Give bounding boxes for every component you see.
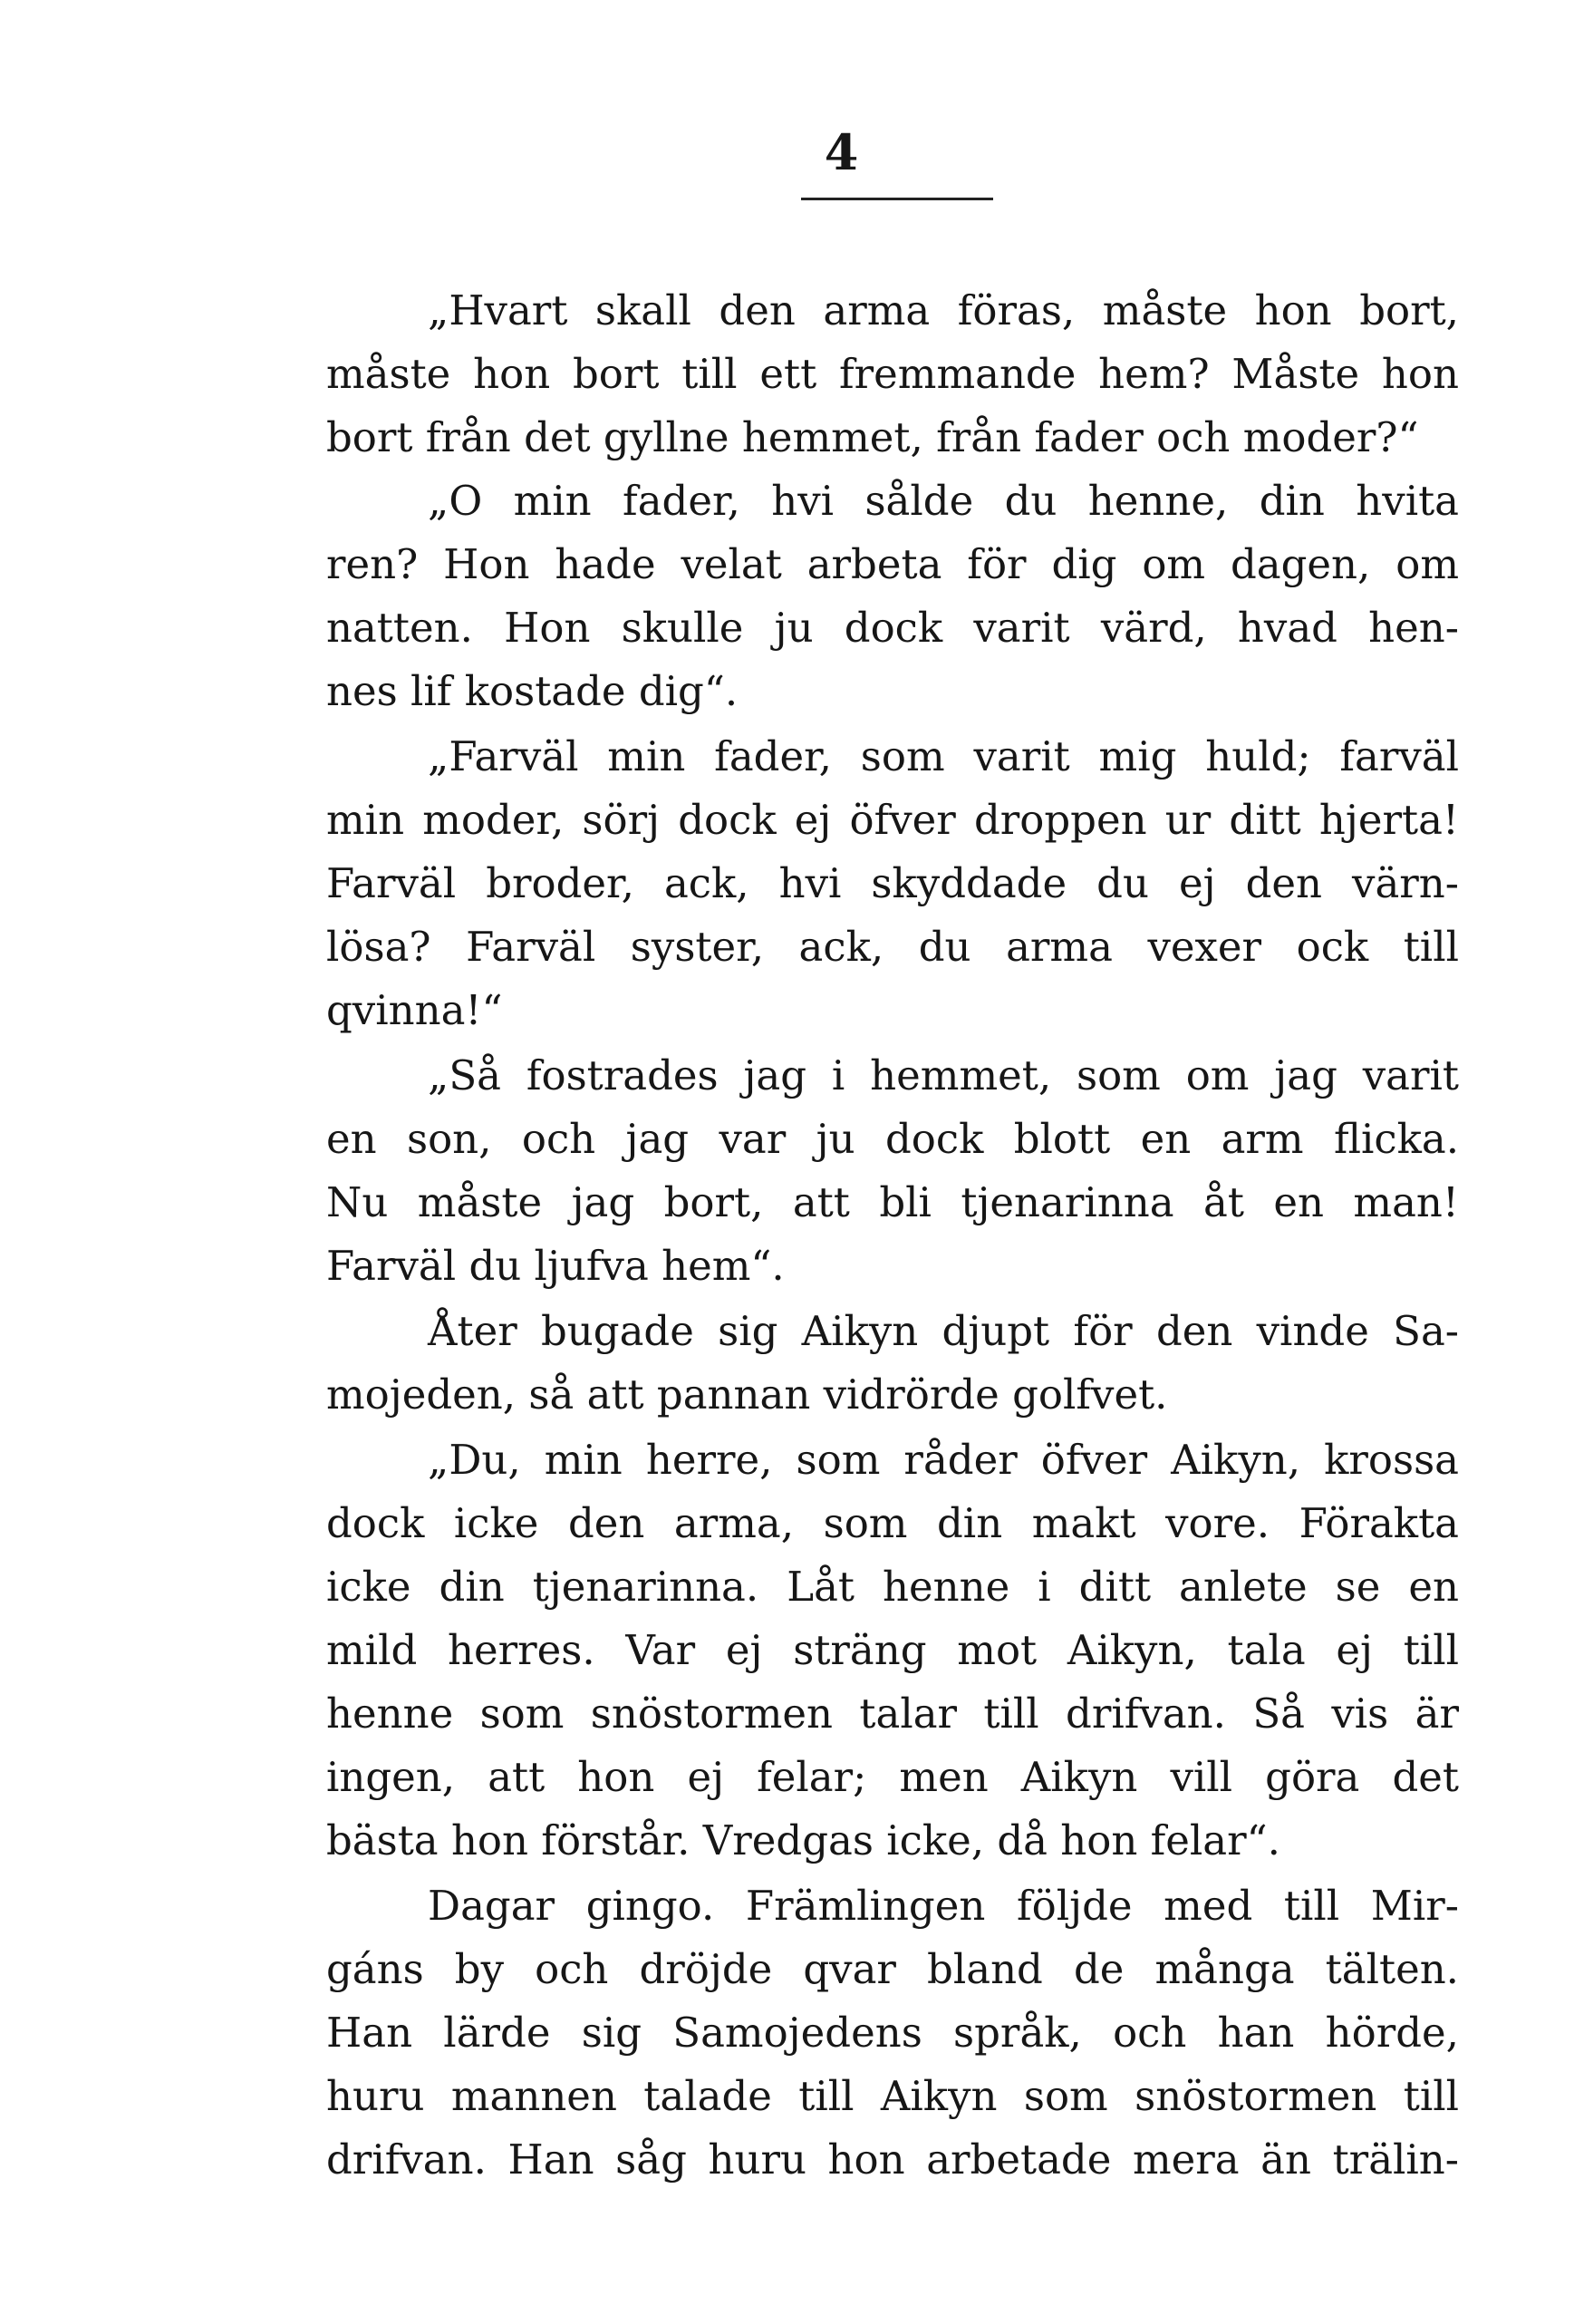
text-line: henne som snöstormen talar till drifvan. Så vis är [326, 1690, 1459, 1738]
text-line: en son, och jag var ju dock blott en arm flicka. [326, 1115, 1459, 1163]
text-line: „Hvart skall den arma föras, måste hon bort, [428, 286, 1459, 334]
text-line: Farväl du ljufva hem“. [326, 1242, 785, 1290]
text-line: natten. Hon skulle ju dock varit värd, hvad hen- [326, 604, 1459, 652]
text-line: qvinna!“ [326, 986, 503, 1034]
text-line: Farväl broder, ack, hvi skyddade du ej den värn- [326, 859, 1459, 907]
header-rule [801, 198, 993, 200]
text-line: bort från det gyllne hemmet, från fader och moder?“ [326, 413, 1419, 461]
text-line: måste hon bort till ett fremmande hem? Måste hon [326, 350, 1459, 398]
text-line: „Farväl min fader, som varit mig huld; farväl [428, 732, 1459, 780]
text-line: ingen, att hon ej felar; men Aikyn vill göra det [326, 1753, 1459, 1801]
text-line: Han lärde sig Samojedens språk, och han hörde, [326, 2009, 1459, 2057]
text-line: icke din tjenarinna. Låt henne i ditt anlete se en [326, 1563, 1459, 1611]
text-line: „Du, min herre, som råder öfver Aikyn, krossa [428, 1436, 1459, 1484]
text-line: dock icke den arma, som din makt vore. Förakta [326, 1499, 1459, 1547]
text-line: ren? Hon hade velat arbeta för dig om dagen, om [326, 540, 1459, 588]
text-line: Nu måste jag bort, att bli tjenarinna åt en man! [326, 1178, 1459, 1226]
text-line: min moder, sörj dock ej öfver droppen ur ditt hjerta! [326, 796, 1459, 844]
text-line: Dagar gingo. Främlingen följde med till Mir- [428, 1882, 1459, 1930]
text-line: mojeden, så att pannan vidrörde golfvet. [326, 1370, 1168, 1419]
text-line: mild herres. Var ej sträng mot Aikyn, tala ej till [326, 1626, 1459, 1674]
page-number: 4 [824, 123, 859, 181]
text-line: bästa hon förstår. Vredgas icke, då hon felar“. [326, 1816, 1280, 1864]
text-line: drifvan. Han såg huru hon arbetade mera än trälin- [326, 2135, 1459, 2184]
text-line: nes lif kostade dig“. [326, 667, 739, 715]
text-line: lösa? Farväl syster, ack, du arma vexer ock till [326, 923, 1459, 971]
text-line: gáns by och dröjde qvar bland de många tälten. [326, 1945, 1459, 1993]
text-line: Åter bugade sig Aikyn djupt för den vinde Sa- [428, 1307, 1459, 1355]
body-text [326, 279, 1459, 2192]
text-line: huru mannen talade till Aikyn som snöstormen till [326, 2072, 1459, 2120]
text-line: „O min fader, hvi sålde du henne, din hvita [428, 477, 1459, 525]
text-line: „Så fostrades jag i hemmet, som om jag varit [428, 1051, 1459, 1099]
